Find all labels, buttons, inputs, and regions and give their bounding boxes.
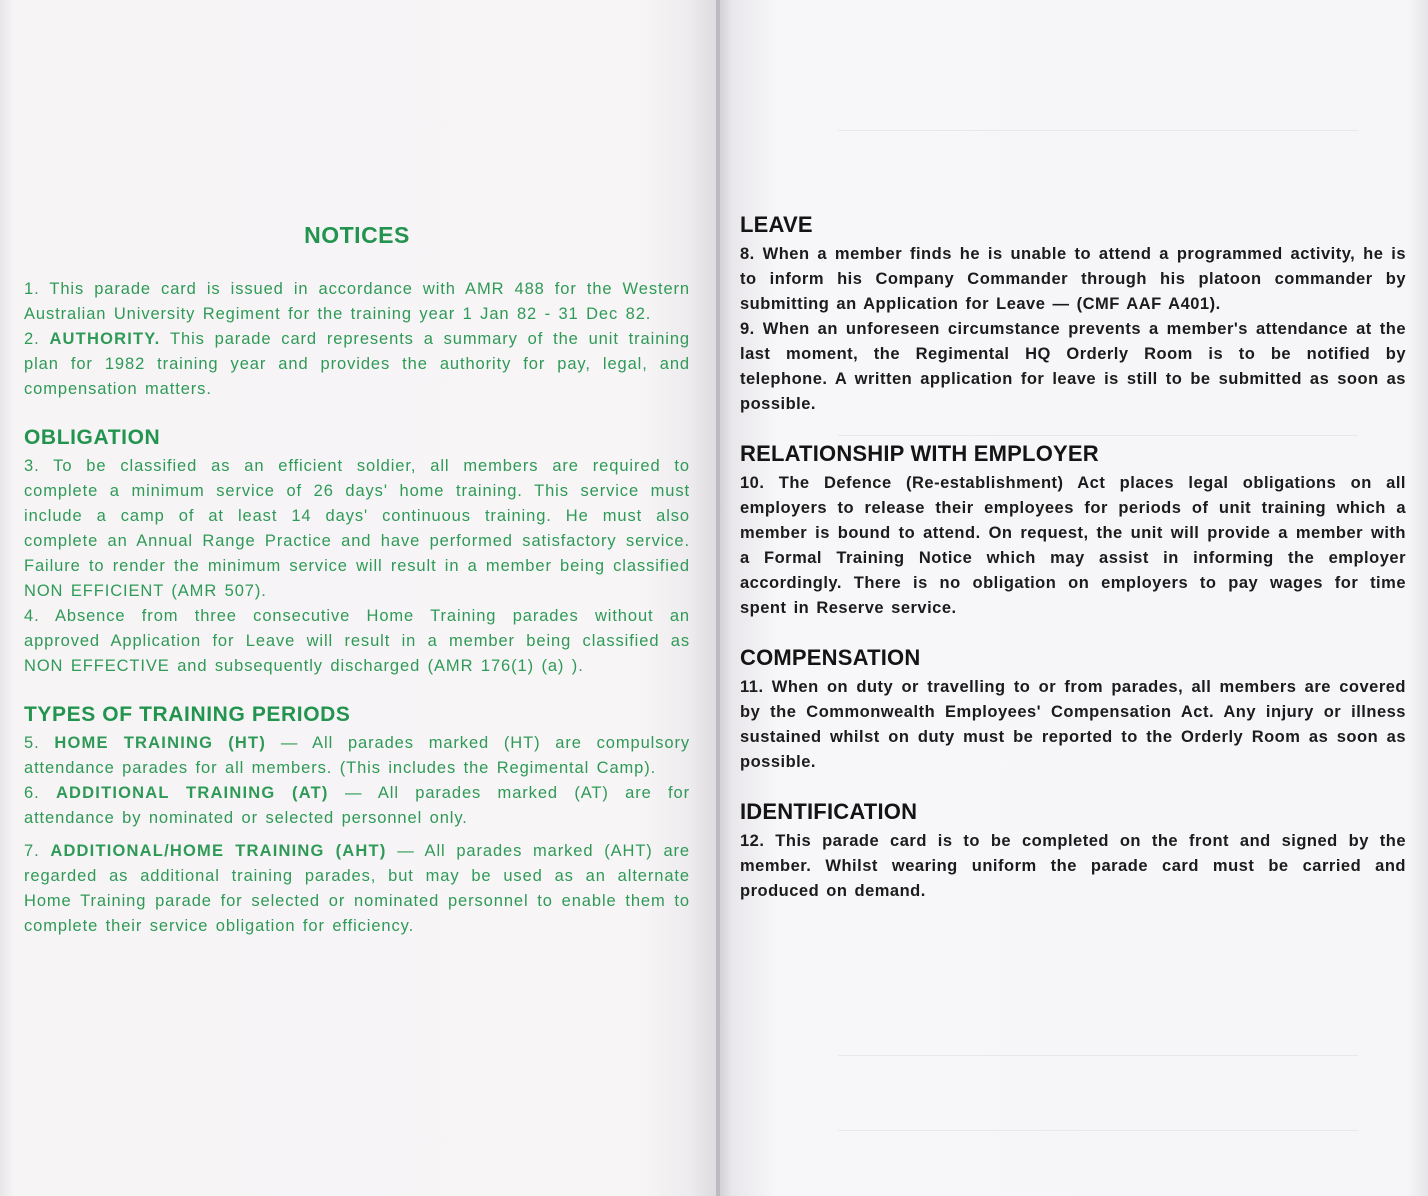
paragraph-text: This parade card represents a summary of the unit training plan for 1982 training year and provides the authority for pay, legal, and compensation matters. bbox=[24, 330, 690, 398]
notice-paragraph-5 bbox=[24, 731, 690, 781]
notice-paragraph-11: 11. When on duty or travelling to or from parades, all members are covered by the Commonwealth Employees' Compensation Act. Any injury or illness sustained whilst on duty must be reported to the Orderly Room as soon as possible. bbox=[740, 678, 1406, 771]
notice-paragraph-2 bbox=[24, 327, 690, 402]
section-heading-leave: LEAVE bbox=[740, 212, 813, 237]
paragraph-number: 6. bbox=[24, 784, 40, 802]
page-title: NOTICES bbox=[304, 222, 410, 248]
paragraph-number: 2. bbox=[24, 330, 40, 348]
notice-paragraph-8: 8. When a member finds he is unable to attend a programmed activity, he is to inform his Company Commander through his platoon commander by submitting an Application for Leave — (CMF AAF A401). bbox=[740, 245, 1406, 313]
notice-paragraph-12: 12. This parade card is to be completed on the front and signed by the member. Whilst wearing uniform the parade card must be carried and produced on demand. bbox=[740, 832, 1406, 900]
paragraph-lead: HOME TRAINING (HT) bbox=[54, 734, 267, 752]
paragraph-text: — All parades marked (AHT) are regarded as additional training parades, but may be used as an alternate Home Training parade for selected or nominated personnel to enable them to complete their service obligation for efficiency. bbox=[24, 842, 691, 935]
section-heading-types-of-training: TYPES OF TRAINING PERIODS bbox=[24, 703, 351, 726]
section-heading-obligation: OBLIGATION bbox=[24, 426, 161, 449]
paragraph-number: 5. bbox=[24, 734, 40, 752]
paragraph-lead: AUTHORITY. bbox=[49, 330, 161, 348]
section-heading-identification: IDENTIFICATION bbox=[740, 799, 918, 824]
rules-column bbox=[740, 212, 1406, 904]
notice-paragraph-1: 1. This parade card is issued in accordance with AMR 488 for the Western Australian University Regiment for the training year 1 Jan 82 - 31 Dec 82. bbox=[24, 280, 690, 323]
notice-paragraph-9: 9. When an unforeseen circumstance prevents a member's attendance at the last moment, the Regimental HQ Orderly Room is to be notified by telephone. A written application for leave is still to be submitted as soon as possible. bbox=[740, 320, 1406, 413]
paragraph-lead: ADDITIONAL TRAINING (AT) bbox=[55, 784, 329, 802]
bleed-through-line bbox=[838, 130, 1358, 131]
book-spine bbox=[716, 0, 720, 1196]
bleed-through-line bbox=[838, 1055, 1358, 1056]
paragraph-text: — All parades marked (AT) are for attendance by nominated or selected personnel only. bbox=[24, 784, 691, 827]
notice-paragraph-6 bbox=[24, 781, 690, 831]
notice-paragraph-3: 3. To be classified as an efficient soldier, all members are required to complete a minimum service of 26 days' home training. This service must include a camp of at least 14 days' continuous training. He must also complete an Annual Range Practice and have performed satisfactory service. Failure to render the minimum service will result in a member being classified NON EFFICIENT (AMR 507). bbox=[24, 457, 690, 600]
bleed-through-line bbox=[838, 1130, 1358, 1131]
section-heading-relationship-with-employer: RELATIONSHIP WITH EMPLOYER bbox=[740, 441, 1099, 466]
notices-column bbox=[24, 222, 690, 939]
paragraph-number: 7. bbox=[24, 842, 40, 860]
paragraph-text: — All parades marked (HT) are compulsory attendance parades for all members. (This includes the Regimental Camp). bbox=[24, 734, 691, 777]
paragraph-lead: ADDITIONAL/HOME TRAINING (AHT) bbox=[50, 842, 387, 860]
section-heading-compensation: COMPENSATION bbox=[740, 645, 921, 670]
notice-paragraph-7 bbox=[24, 839, 690, 939]
notice-paragraph-4: 4. Absence from three consecutive Home Training parades without an approved Application for Leave will result in a member being classified as NON EFFECTIVE and subsequently discharged (AMR 176(1) (a) ). bbox=[24, 607, 690, 675]
notice-paragraph-10: 10. The Defence (Re-establishment) Act places legal obligations on all employers to release their employees for periods of unit training which a member is bound to attend. On request, the unit will provide a member with a Formal Training Notice which may assist in informing the employer accordingly. There is no obligation on employers to pay wages for time spent in Reserve service. bbox=[740, 474, 1406, 617]
